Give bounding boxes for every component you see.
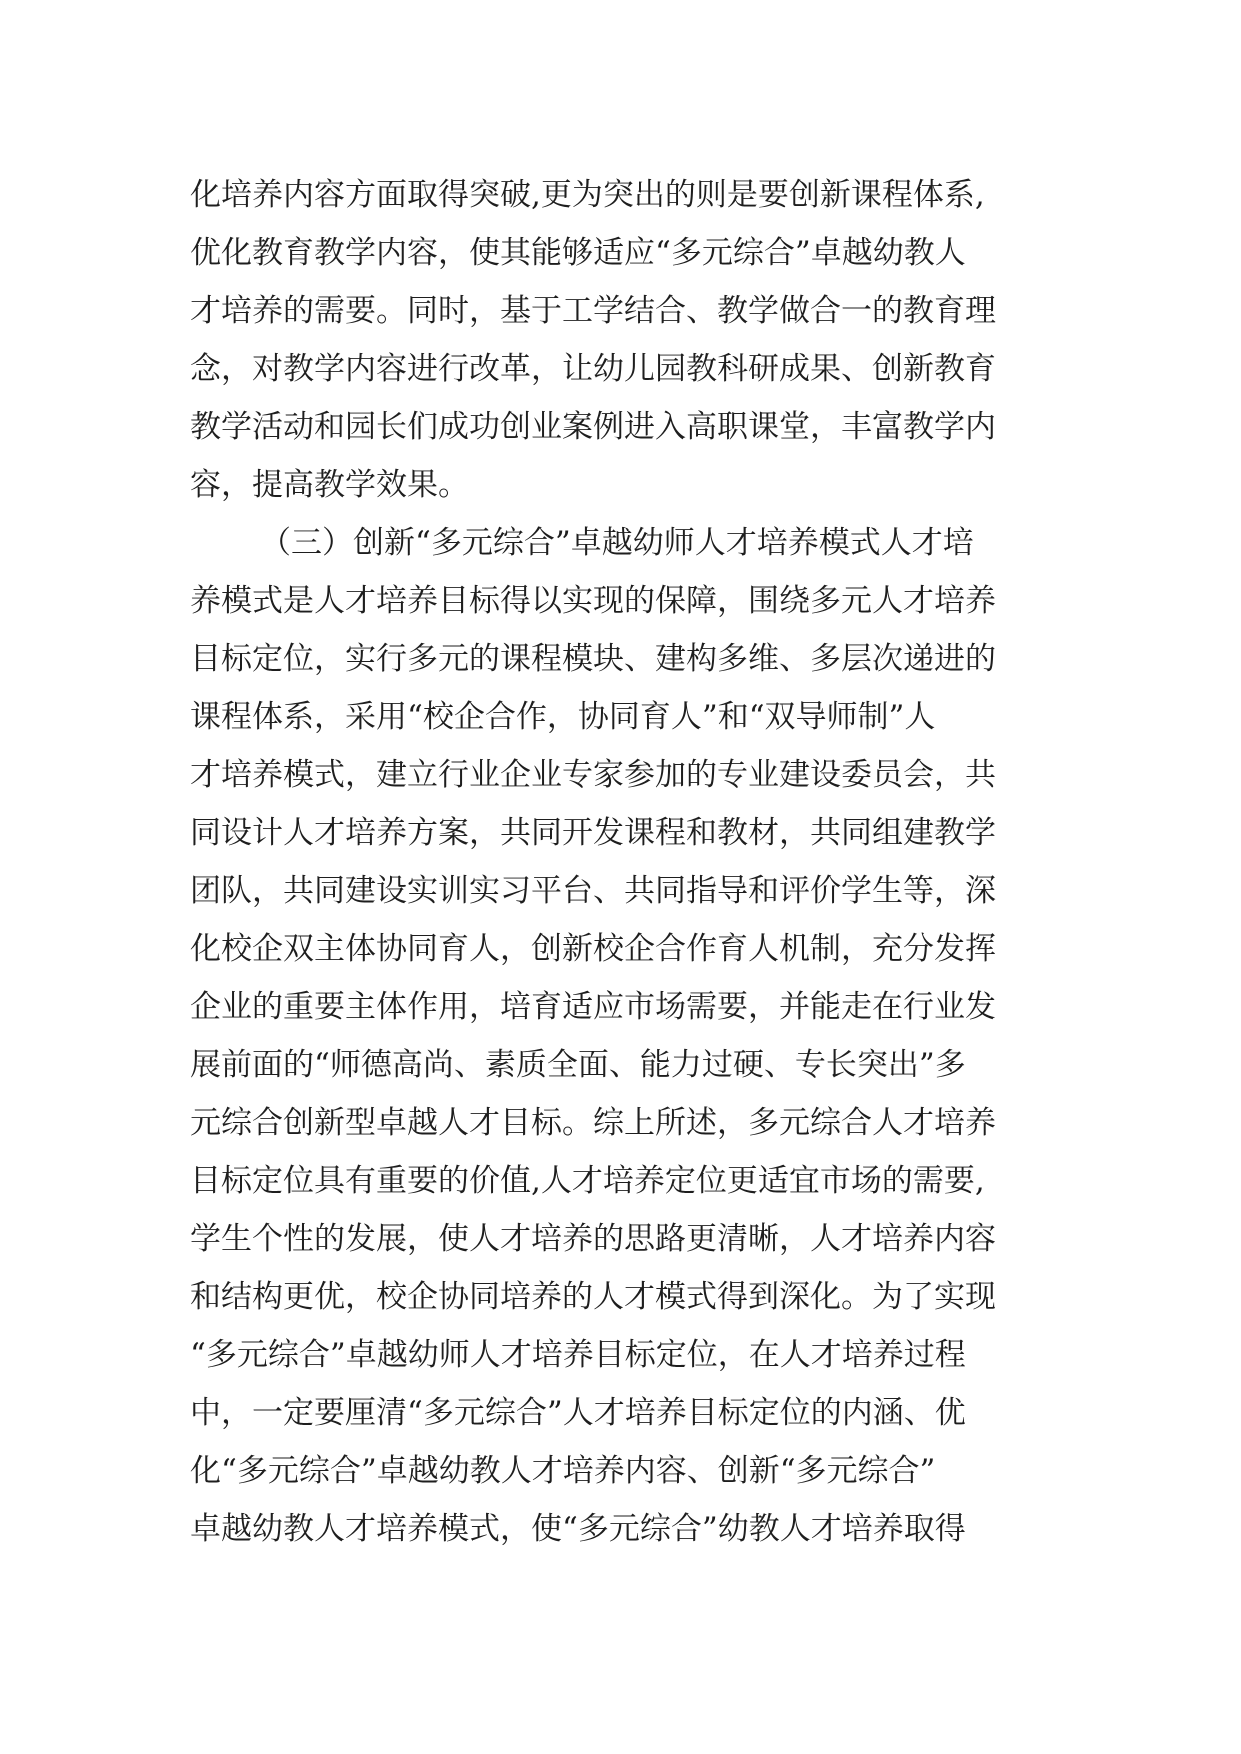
text-line: 化校企双主体协同育人，创新校企合作育人机制，充分发挥	[190, 931, 996, 967]
text-line: 团队，共同建设实训实习平台、共同指导和评价学生等，深	[190, 873, 996, 909]
text-line: 和结构更优，校企协同培养的人才模式得到深化。为了实现	[190, 1279, 996, 1315]
text-line: 同设计人才培养方案，共同开发课程和教材，共同组建教学	[190, 815, 996, 851]
text-line: 化培养内容方面取得突破,更为突出的则是要创新课程体系,	[190, 177, 985, 213]
text-line: 中，一定要厘清“多元综合”人才培养目标定位的内涵、优	[190, 1395, 966, 1431]
text-line: 展前面的“师德高尚、素质全面、能力过硬、专长突出”多	[190, 1047, 966, 1083]
body-text	[190, 166, 1070, 1558]
text-line: 企业的重要主体作用，培育适应市场需要，并能走在行业发	[190, 989, 996, 1025]
text-line: 才培养模式，建立行业企业专家参加的专业建设委员会，共	[190, 757, 996, 793]
text-line: 教学活动和园长们成功创业案例进入高职课堂，丰富教学内	[190, 409, 996, 445]
text-line: 优化教育教学内容，使其能够适应“多元综合”卓越幼教人	[190, 235, 966, 271]
text-line: 课程体系，采用“校企合作，协同育人”和“双导师制”人	[190, 699, 936, 735]
text-line: 容，提高教学效果。	[190, 467, 469, 503]
text-line: 化“多元综合”卓越幼教人才培养内容、创新“多元综合”	[190, 1453, 936, 1489]
text-line: 元综合创新型卓越人才目标。综上所述，多元综合人才培养	[190, 1105, 996, 1141]
text-line: 才培养的需要。同时，基于工学结合、教学做合一的教育理	[190, 293, 996, 329]
section-heading-line: （三）创新“多元综合”卓越幼师人才培养模式人才培	[260, 525, 974, 561]
text-line: 卓越幼教人才培养模式，使“多元综合”幼教人才培养取得	[190, 1511, 966, 1547]
text-line: 学生个性的发展，使人才培养的思路更清晰，人才培养内容	[190, 1221, 996, 1257]
text-line: “多元综合”卓越幼师人才培养目标定位，在人才培养过程	[190, 1337, 966, 1373]
text-line: 养模式是人才培养目标得以实现的保障，围绕多元人才培养	[190, 583, 996, 619]
text-line: 目标定位具有重要的价值,人才培养定位更适宜市场的需要,	[190, 1163, 985, 1199]
text-line: 目标定位，实行多元的课程模块、建构多维、多层次递进的	[190, 641, 996, 677]
text-line: 念，对教学内容进行改革，让幼儿园教科研成果、创新教育	[190, 351, 996, 387]
